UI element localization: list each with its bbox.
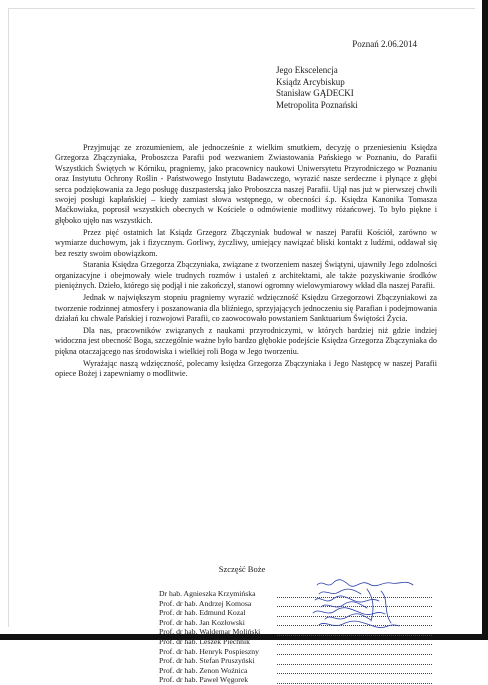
signatory-name: Prof. dr hab. Jan Kozłowski bbox=[159, 617, 245, 627]
recipient-line: Jego Ekscelencja bbox=[276, 65, 338, 75]
signatory-row bbox=[159, 666, 439, 676]
handwritten-signatures bbox=[309, 577, 429, 631]
signature-scribble bbox=[367, 589, 373, 621]
body-paragraph: Dla nas, pracowników związanych z naukami przyrodniczymi, w których bardziej niż gdzie indziej widoczna jest obecność Boga, szczególnie ważne było bardzo głębokie podejście Księdza Grzegorza Zbączyniaka do piękna otaczającego nas środowiska i wielkiej roli Boga w Jego tworzeniu. bbox=[55, 325, 437, 356]
signature-line bbox=[277, 664, 432, 665]
body-paragraph: Starania Księdza Grzegorza Zbączyniaka, związane z tworzeniem naszej Świątyni, ujawniły Jego zdolności organizacyjne i obejmowały wiele trudnych rozmów i ustaleń z architektami, ale także pozyskiwanie środków pieniężnych. Dzieło, którego się podjął i nie zakończył, stanowi ogromny wielowymiarowy wkład dla naszej Parafii. bbox=[55, 260, 437, 291]
signatory-row bbox=[159, 647, 439, 657]
signature-scribble bbox=[313, 608, 385, 615]
signatory-row bbox=[159, 637, 439, 647]
letter-date: Poznań 2.06.2014 bbox=[352, 39, 417, 49]
signature-scribble bbox=[319, 621, 399, 627]
signatory-name: Dr hab. Agnieszka Krzymińska bbox=[159, 589, 256, 598]
signature-line bbox=[277, 683, 432, 684]
signature-scribble bbox=[321, 602, 367, 608]
body-paragraph: Jednak w największym stopniu pragniemy wyrazić wdzięczność Księdzu Grzegorzowi Zbączyniakowi za tworzenie rodzinnej atmosfery i poszanowania dla bliźniego, sprzyjających jednoczeniu się Parafian i podejmowania działań ku chwale Pańskiej i rozwojowi Parafii, co zaowocowało powstaniem Sanktuarium Świętości Życia. bbox=[55, 293, 437, 323]
signatory-name: Prof. dr hab. Leszek Piechnik bbox=[159, 636, 250, 646]
signature-scribble bbox=[317, 580, 413, 587]
signature-scribble bbox=[315, 596, 379, 602]
signatory-name: Prof. dr hab. Edmund Kozal bbox=[159, 608, 246, 618]
signatory-name: Prof. dr hab. Andrzej Komosa bbox=[159, 598, 252, 608]
body-paragraph: Przyjmując ze zrozumieniem, ale jednocześnie z wielkim smutkiem, decyzję o przeniesieniu Księdza Grzegorza Zbączyniaka, Proboszcza Parafii pod wezwaniem Zwiastowania Pańskiego w Poznaniu, do Parafii Wszystkich Świętych w Kórniku, pragniemy, jako pracownicy naukowi Uniwersytetu Przyrodniczego w Poznaniu oraz Instytutu Ochrony Roślin - Państwowego Instytutu Badawczego, wyrazić nasze serdeczne i płynące z głębi serca podziękowania za Jego posługę duszpasterską jako Proboszcza naszej Parafii. Ujął nas już w pierwszej chwili swojej posługi kapłańskiej – kiedy zamiast słowa wstępnego, w obecności ś.p. Księdza Kanonika Tomasza Maćkowiaka, poprosił wszystkich obecnych w Kościele o odmówienie modlitwy różańcowej. To było piękne i głęboko ujęło nas wszystkich. bbox=[55, 143, 437, 225]
signature-line bbox=[277, 644, 432, 645]
letter-body bbox=[55, 143, 437, 381]
signature-line bbox=[277, 635, 432, 636]
body-paragraph: Wyrażając naszą wdzięczność, polecamy księdza Grzegorza Zbączyniaka i Jego Następcę w naszej Parafii opiece Bożej i zapewniamy o modlitwie. bbox=[55, 358, 437, 379]
signature-scribble bbox=[319, 589, 361, 594]
signatory-name: Prof. dr hab. Henryk Pospieszny bbox=[159, 646, 259, 656]
recipient-address bbox=[276, 65, 358, 111]
signatory-name: Prof. dr hab. Stefan Pruszyński bbox=[159, 656, 255, 666]
recipient-line: Ksiądz Arcybiskup bbox=[276, 76, 345, 87]
signatory-name: Prof. dr hab. Zenon Woźnica bbox=[159, 665, 248, 675]
signatory-row bbox=[159, 656, 439, 666]
signature-line bbox=[277, 673, 432, 674]
signature-scribble bbox=[325, 614, 371, 620]
signatory-name: Prof. dr hab. Paweł Węgorek bbox=[159, 675, 249, 685]
recipient-line: Stanisław GĄDECKI bbox=[276, 88, 354, 98]
signatory-row bbox=[159, 675, 439, 685]
closing-greeting: Szczęść Boże bbox=[218, 564, 266, 574]
signature-line bbox=[277, 654, 432, 655]
signatory-name: Prof. dr hab. Waldemar Moliński bbox=[159, 627, 261, 637]
body-paragraph: Przez pięć ostatnich lat Ksiądz Grzegorz Zbączyniak budował w naszej Parafii Kościół, zarówno w wymiarze duchowym, jak i fizycznym. Gorliwy, życzliwy, umiejący nawiązać bliski kontakt z ludźmi, oddawał się bez reszty swoim obowiązkom. bbox=[55, 227, 437, 258]
signature-scribble bbox=[381, 591, 391, 623]
recipient-line: Metropolita Poznański bbox=[276, 99, 358, 110]
letter-page bbox=[8, 8, 475, 685]
